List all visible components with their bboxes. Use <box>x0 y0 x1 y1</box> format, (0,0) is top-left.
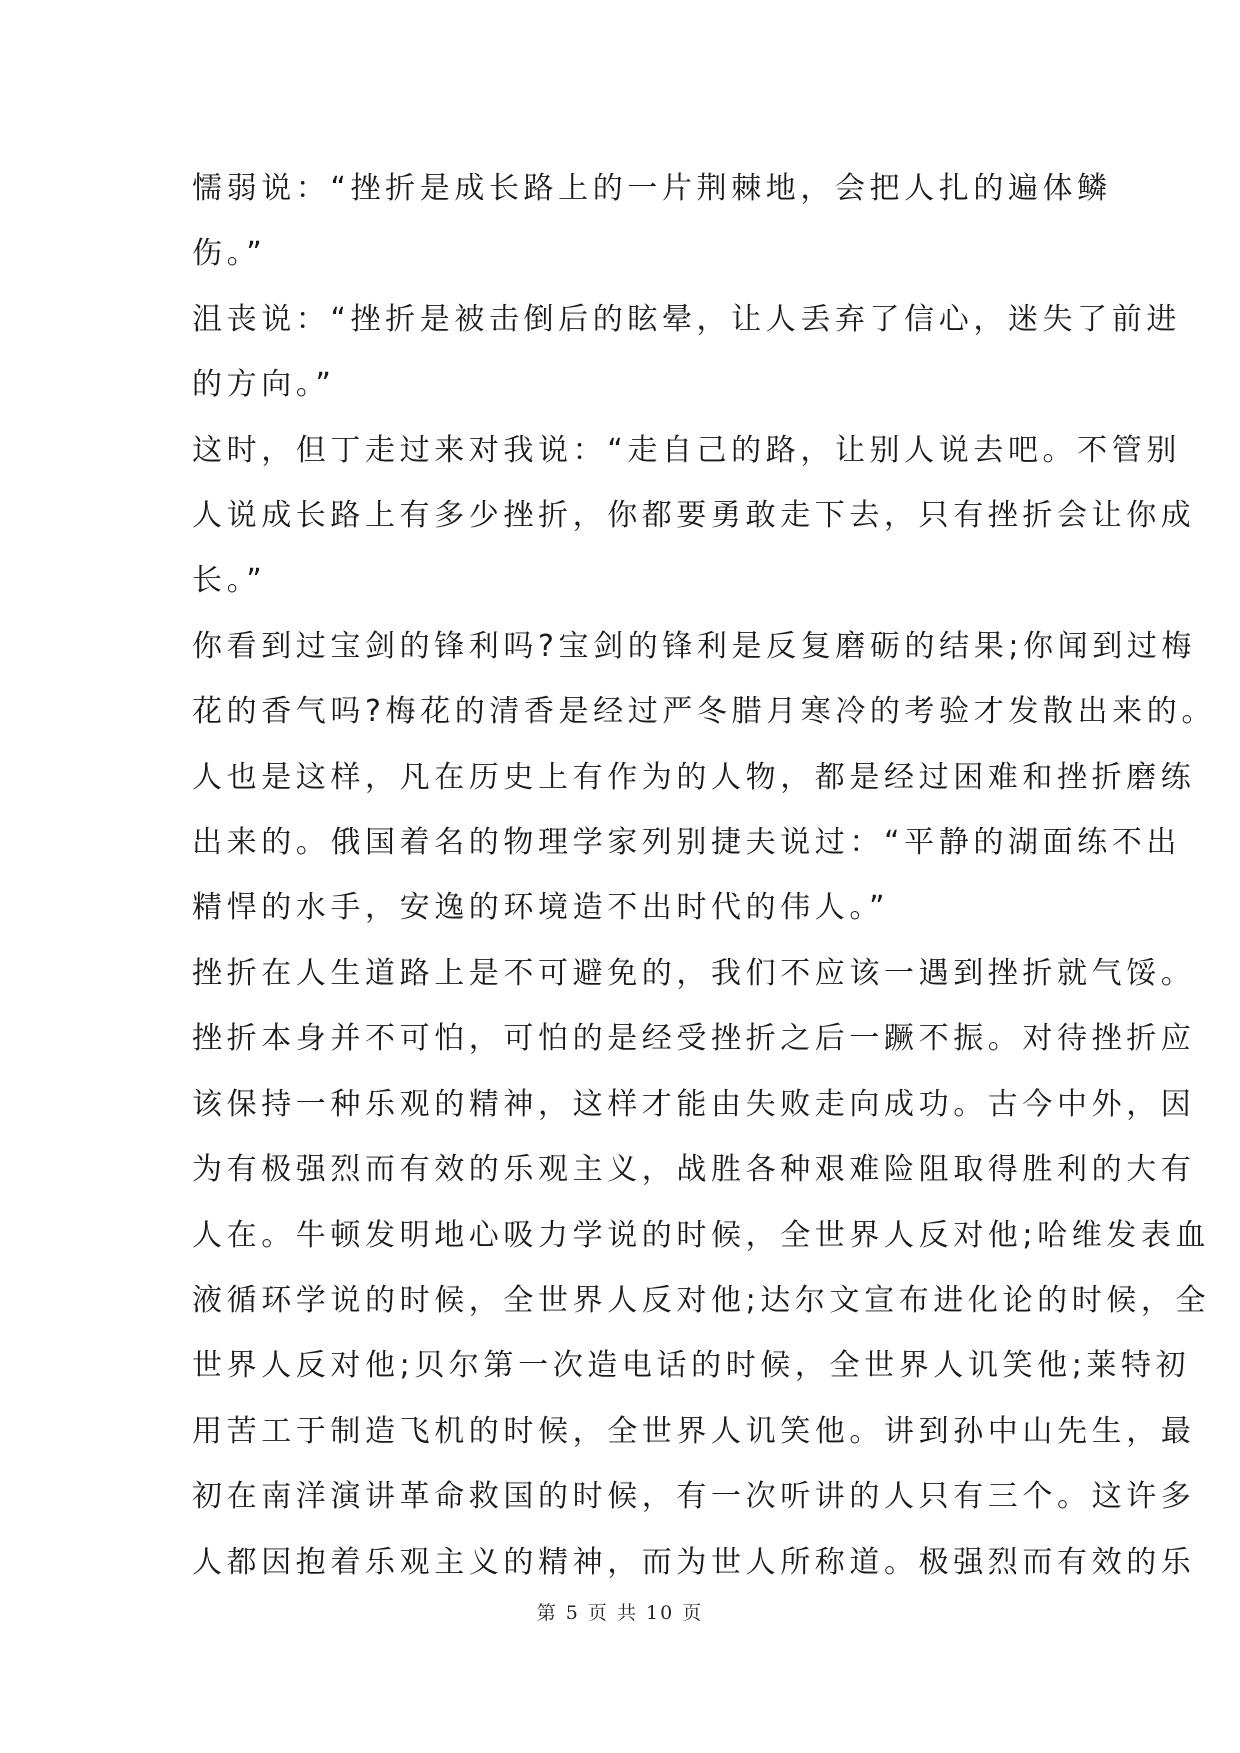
text-line: 这时，但丁走过来对我说：“走自己的路，让别人说去吧。不管别 <box>192 432 1181 468</box>
paragraph-5 <box>192 941 1211 1595</box>
paragraph-4 <box>192 614 1216 941</box>
body-text <box>192 156 1216 1595</box>
text-line: 长。” <box>192 563 267 599</box>
text-line: 精悍的水手，安逸的环境造不出时代的伟人。” <box>192 890 890 926</box>
text-line: 为有极强烈而有效的乐观主义，战胜各种艰难险阻取得胜利的大有 <box>192 1152 1196 1188</box>
text-line: 用苦工于制造飞机的时候，全世界人讥笑他。讲到孙中山先生，最 <box>192 1413 1196 1449</box>
text-line: 你看到过宝剑的锋利吗?宝剑的锋利是反复磨砺的结果;你闻到过梅 <box>192 628 1197 664</box>
text-line: 该保持一种乐观的精神，这样才能由失败走向成功。古今中外，因 <box>192 1086 1196 1122</box>
text-line: 人在。牛顿发明地心吸力学说的时候，全世界人反对他;哈维发表血 <box>192 1217 1211 1253</box>
text-line: 人都因抱着乐观主义的精神，而为世人所称道。极强烈而有效的乐 <box>192 1544 1196 1580</box>
text-line: 花的香气吗?梅花的清香是经过严冬腊月寒冷的考验才发散出来的。 <box>192 694 1216 730</box>
paragraph-3 <box>192 418 1196 614</box>
text-line: 人也是这样，凡在历史上有作为的人物，都是经过困难和挫折磨练 <box>192 759 1196 795</box>
paragraph-1 <box>192 156 1112 287</box>
text-line: 伤。” <box>192 236 267 272</box>
text-line: 的方向。” <box>192 367 336 403</box>
text-line: 挫折本身并不可怕，可怕的是经受挫折之后一蹶不振。对待挫折应 <box>192 1021 1196 1057</box>
text-line: 沮丧说：“挫折是被击倒后的眩晕，让人丢弃了信心，迷失了前进 <box>192 301 1181 337</box>
page-number-footer: 第 5 页 共 10 页 <box>536 1602 704 1624</box>
text-line: 挫折在人生道路上是不可避免的，我们不应该一遇到挫折就气馁。 <box>192 955 1196 991</box>
text-line: 人说成长路上有多少挫折，你都要勇敢走下去，只有挫折会让你成 <box>192 498 1196 534</box>
text-line: 初在南洋演讲革命救国的时候，有一次听讲的人只有三个。这许多 <box>192 1479 1196 1515</box>
text-line: 液循环学说的时候，全世界人反对他;达尔文宣布进化论的时候，全 <box>192 1282 1211 1318</box>
text-line: 世界人反对他;贝尔第一次造电话的时候，全世界人讥笑他;莱特初 <box>192 1348 1191 1384</box>
paragraph-2 <box>192 287 1181 418</box>
text-line: 懦弱说：“挫折是成长路上的一片荆棘地，会把人扎的遍体鳞 <box>192 171 1112 206</box>
text-line: 出来的。俄国着名的物理学家列别捷夫说过：“平静的湖面练不出 <box>192 825 1181 861</box>
